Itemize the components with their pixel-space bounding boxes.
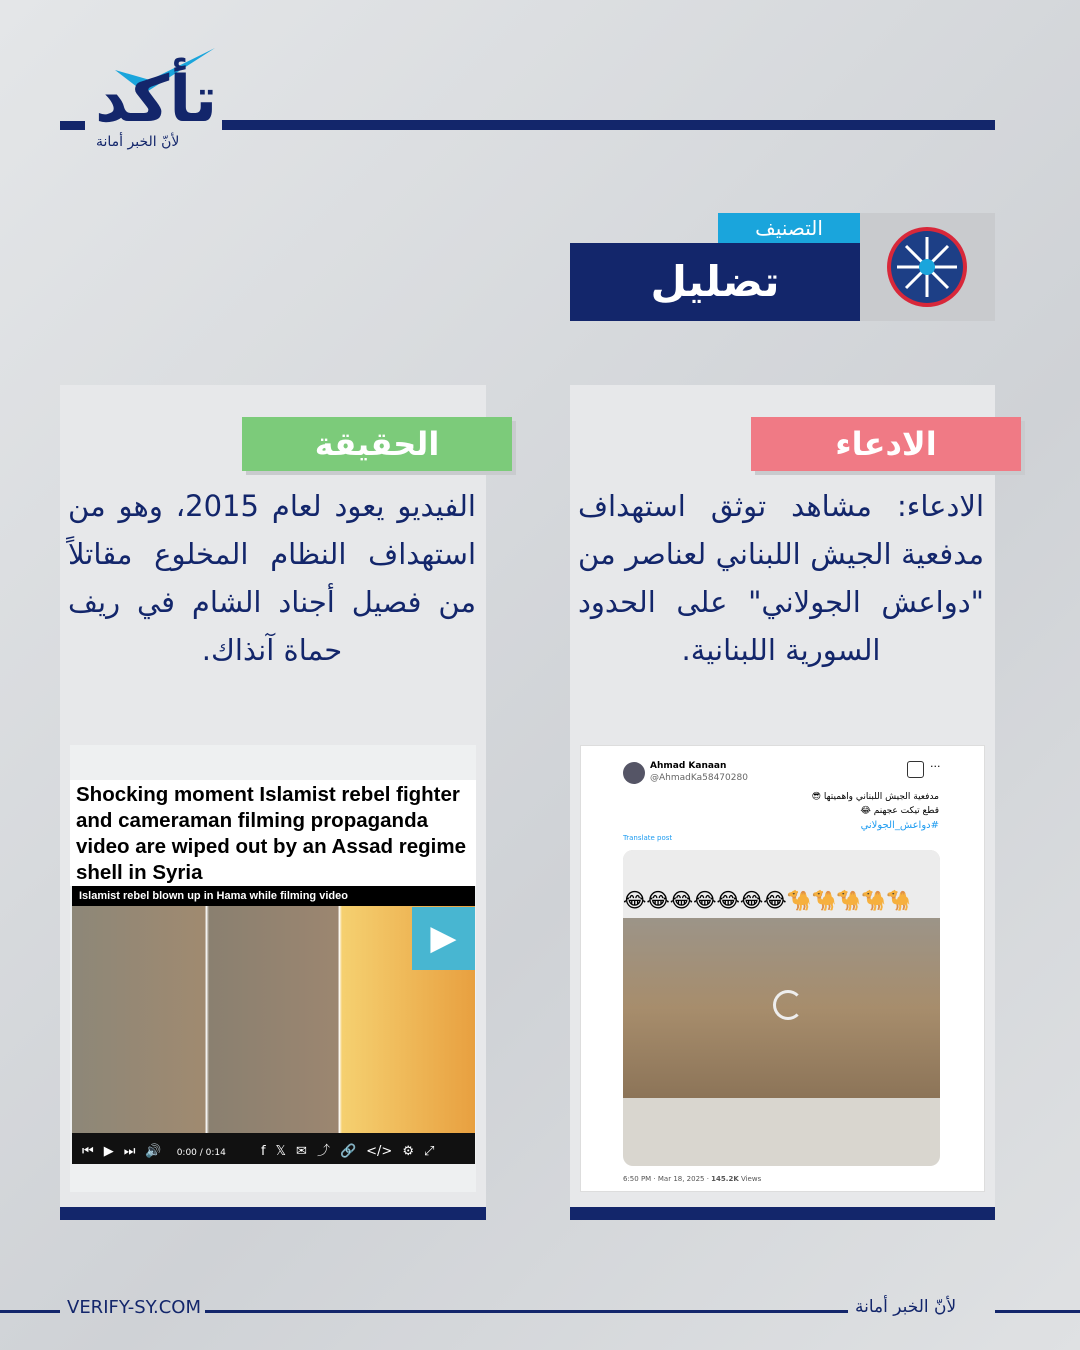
tweet-hashtag[interactable]: #دواعش_الجولاني bbox=[860, 820, 939, 831]
tweet-views: 145.2K bbox=[711, 1175, 739, 1183]
embed-icon[interactable]: </> bbox=[366, 1144, 393, 1159]
logo-tagline: لأنّ الخبر أمانة bbox=[96, 134, 180, 150]
logo: تأكد bbox=[95, 63, 218, 137]
tweet-card bbox=[580, 745, 985, 1192]
classification-value: تضليل bbox=[570, 243, 860, 321]
footer-tagline: لأنّ الخبر أمانة bbox=[855, 1297, 957, 1317]
truth-text: الفيديو يعود لعام 2015، وهو من استهداف النظام المخلوع مقاتلاً من فصيل أجناد الشام في ريف حماة آنذاك. bbox=[68, 489, 476, 667]
fullscreen-icon[interactable]: ⤢ bbox=[423, 1144, 435, 1159]
volume-icon[interactable]: 🔊 bbox=[145, 1144, 162, 1159]
tweet-date: 6:50 PM · Mar 18, 2025 · bbox=[623, 1175, 712, 1183]
video-caption: Islamist rebel blown up in Hama while filming video bbox=[72, 886, 475, 906]
misleading-icon bbox=[885, 225, 969, 309]
settings-icon[interactable]: ⚙ bbox=[402, 1144, 414, 1159]
x-icon[interactable]: 𝕏 bbox=[275, 1144, 287, 1159]
article-screenshot bbox=[70, 745, 476, 1192]
website-link[interactable]: VERIFY-SY.COM bbox=[67, 1297, 201, 1318]
claim-header: الادعاء bbox=[751, 417, 1021, 471]
classification-label: التصنيف bbox=[718, 213, 860, 243]
truth-header: الحقيقة bbox=[242, 417, 512, 471]
avatar bbox=[623, 762, 645, 784]
emoji-row: 😂😂😂😂😂😂😂🐪🐪🐪🐪🐪 bbox=[623, 850, 940, 918]
facebook-icon[interactable]: f bbox=[260, 1144, 266, 1159]
tweet-line-2: قطع تيكت عجهنم 😂 bbox=[860, 806, 939, 816]
share-icon[interactable]: ⤴ bbox=[316, 1144, 330, 1159]
footer-rule-right bbox=[995, 1310, 1080, 1313]
link-icon[interactable]: 🔗 bbox=[339, 1144, 357, 1159]
previous-icon[interactable]: ⏮ bbox=[82, 1144, 94, 1159]
video-time: 0:00 / 0:14 bbox=[176, 1148, 226, 1158]
header-rule bbox=[222, 120, 995, 130]
footer-rule-left bbox=[0, 1310, 60, 1313]
tweet-video[interactable] bbox=[623, 850, 940, 1166]
tweet-line-1: مدفعية الجيش اللبناني واهميتها 😎 bbox=[811, 792, 939, 802]
play-icon[interactable]: ▶ bbox=[103, 1144, 114, 1159]
grok-icon[interactable] bbox=[907, 761, 924, 778]
loading-spinner-icon bbox=[773, 990, 803, 1020]
video-controls bbox=[72, 1133, 475, 1164]
more-icon[interactable]: ··· bbox=[930, 760, 941, 773]
tweet-handle[interactable]: @AhmadKa58470280 bbox=[650, 773, 748, 783]
footer-rule-mid bbox=[205, 1310, 848, 1313]
email-icon[interactable]: ✉ bbox=[296, 1144, 307, 1159]
translate-link[interactable]: Translate post bbox=[623, 834, 673, 842]
play-overlay-button[interactable]: ▶ bbox=[412, 907, 475, 970]
views-label: Views bbox=[738, 1175, 762, 1183]
claim-panel-footer bbox=[570, 1207, 995, 1220]
tweet-author[interactable]: Ahmad Kanaan bbox=[650, 761, 727, 771]
article-headline: Shocking moment Islamist rebel fighter and cameraman filming propaganda video are wiped out by an Assad regime shell in Syria bbox=[76, 783, 466, 884]
next-icon[interactable]: ⏭ bbox=[123, 1144, 136, 1159]
logo-dash bbox=[60, 121, 85, 130]
claim-text: الادعاء: مشاهد توثق استهداف مدفعية الجيش اللبناني لعناصر من "دواعش الجولاني" على الحدود السورية اللبنانية. bbox=[578, 489, 984, 667]
truth-panel-footer bbox=[60, 1207, 486, 1220]
tweet-footer bbox=[623, 1175, 761, 1183]
